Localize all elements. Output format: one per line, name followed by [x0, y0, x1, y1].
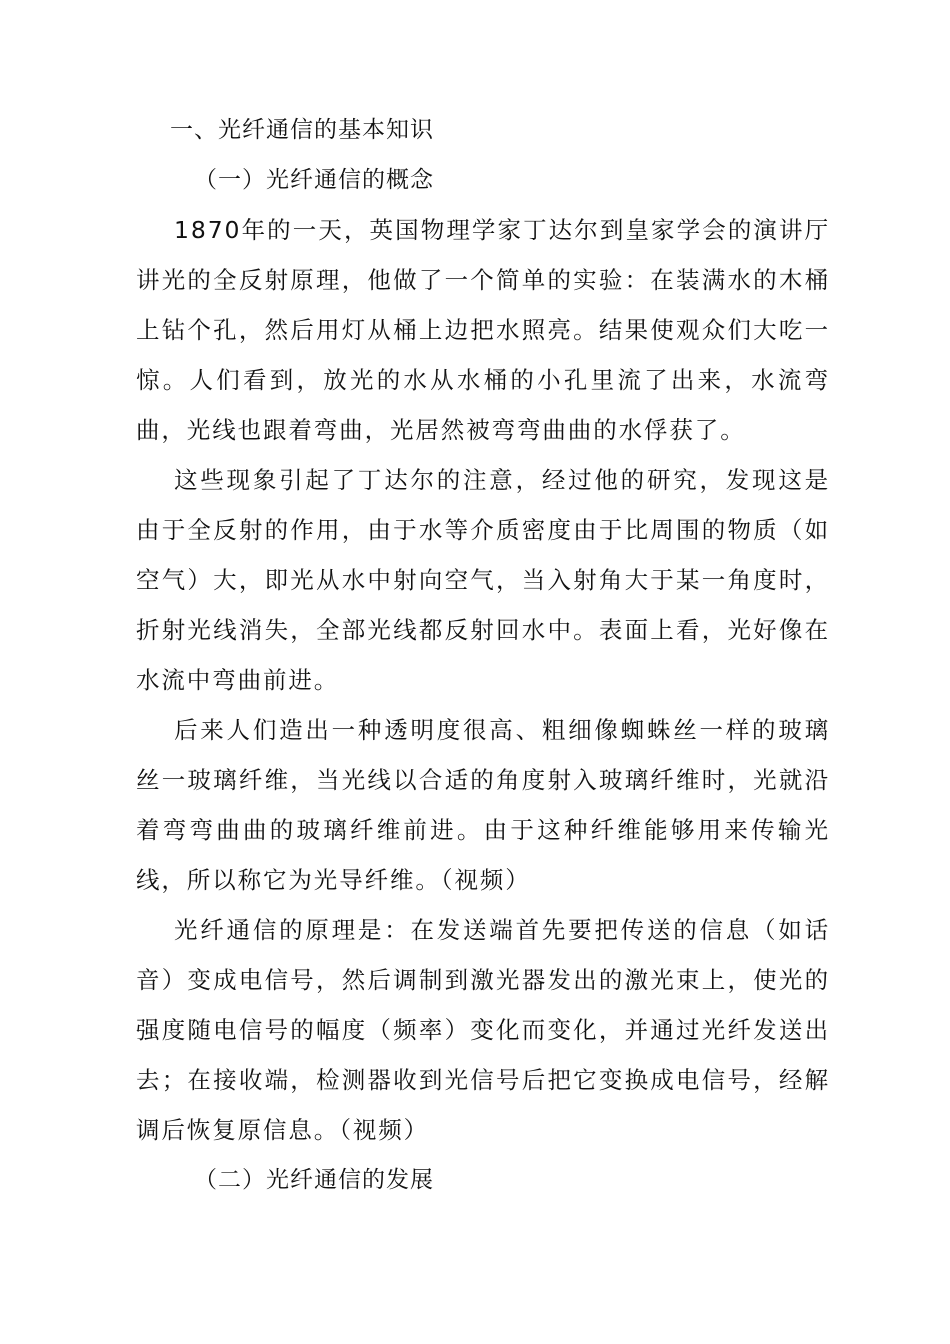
- paragraph-optical-fiber: 后来人们造出一种透明度很高、粗细像蜘蛛丝一样的玻璃丝一玻璃纤维，当光线以合适的角度射入玻璃纤维时，光就沿着弯弯曲曲的玻璃纤维前进。由于这种纤维能够用来传输光线，所以称它为光导纤维。（视频）: [136, 716, 830, 894]
- subsection-heading-concept: （一）光纤通信的概念: [194, 167, 434, 193]
- paragraph-communication-principle: 光纤通信的原理是：在发送端首先要把传送的信息（如话音）变成电信号，然后调制到激光器发出的激光束上，使光的强度随电信号的幅度（频率）变化而变化，并通过光纤发送出去；在接收端，检测器收到光信号后把它变换成电信号，经解调后恢复原信息。（视频）: [136, 916, 830, 1144]
- subsection-heading-development: （二）光纤通信的发展: [194, 1167, 434, 1193]
- section-heading: 一、光纤通信的基本知识: [170, 117, 434, 143]
- paragraph-total-reflection: 这些现象引起了丁达尔的注意，经过他的研究，发现这是由于全反射的作用，由于水等介质密度由于比周围的物质（如空气）大，即光从水中射向空气，当入射角大于某一角度时，折射光线消失，全部光线都反射回水中。表面上看，光好像在水流中弯曲前进。: [136, 466, 830, 694]
- paragraph-tyndall-experiment: 1870年的一天，英国物理学家丁达尔到皇家学会的演讲厅讲光的全反射原理，他做了一个简单的实验：在装满水的木桶上钻个孔，然后用灯从桶上边把水照亮。结果使观众们大吃一惊。人们看到，放光的水从水桶的小孔里流了出来，水流弯曲，光线也跟着弯曲，光居然被弯弯曲曲的水俘获了。: [136, 216, 830, 444]
